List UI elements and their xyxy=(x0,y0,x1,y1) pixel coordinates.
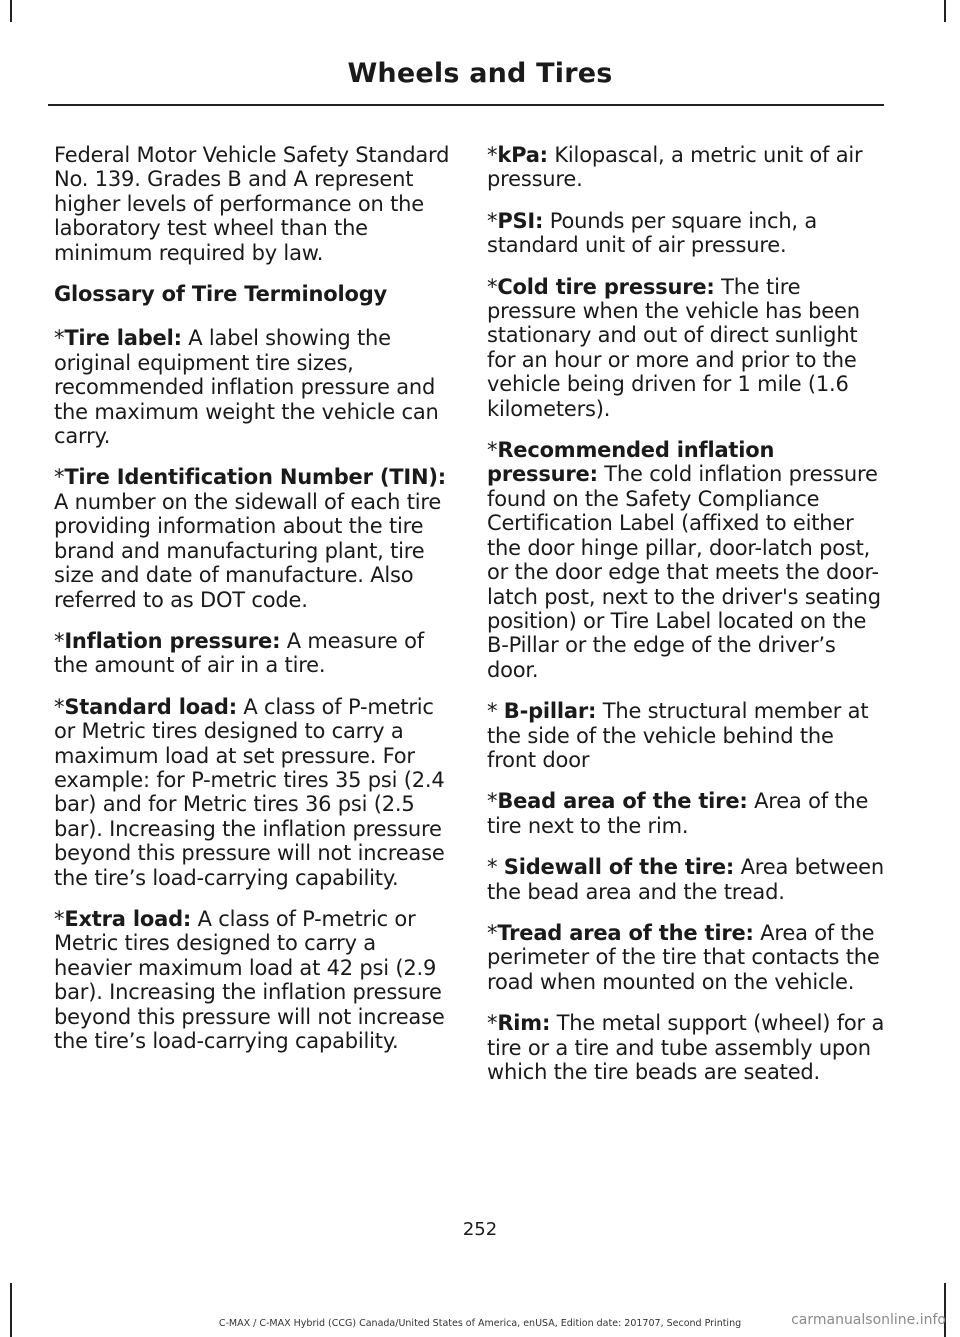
glossary-definition: Area between the bead area and the tread. xyxy=(487,855,884,904)
entry-asterisk: * xyxy=(487,920,498,945)
entry-asterisk: * xyxy=(487,143,498,167)
glossary-entry xyxy=(54,629,454,678)
glossary-definition: A label showing the original equipment tire sizes, recommended inflation pressure and the maximum weight the vehicle can carry. xyxy=(54,326,439,449)
glossary-definition: Area of the tire next to the rim. xyxy=(487,789,869,838)
glossary-term: Rim: xyxy=(497,1011,551,1036)
glossary-entry xyxy=(487,143,887,192)
entry-asterisk: * xyxy=(487,699,504,724)
glossary-definition: The metal support (wheel) for a tire or a tire and tube assembly upon which the tire beads are seated. xyxy=(487,1011,885,1084)
glossary-term: Tire Identification Number (TIN): xyxy=(64,465,446,490)
glossary-definition: A number on the sidewall of each tire providing information about the tire brand and manufacturing plant, tire size and date of manufacture. Also referred to as DOT code. xyxy=(54,489,442,612)
crop-mark-top-left xyxy=(10,0,12,22)
glossary-term: PSI: xyxy=(497,208,544,233)
right-glossary-entries xyxy=(487,143,887,1084)
entry-asterisk: * xyxy=(487,1011,498,1036)
entry-asterisk: * xyxy=(54,326,65,351)
entry-asterisk: * xyxy=(487,208,498,233)
glossary-term: Cold tire pressure: xyxy=(497,274,715,299)
glossary-term: Extra load: xyxy=(64,906,192,931)
glossary-entry xyxy=(487,699,887,772)
glossary-term: Sidewall of the tire: xyxy=(503,855,735,880)
glossary-term: kPa: xyxy=(497,143,548,167)
entry-asterisk: * xyxy=(487,855,504,880)
glossary-definition: Area of the perimeter of the tire that contacts the road when mounted on the vehicle. xyxy=(487,920,880,994)
glossary-heading: Glossary of Tire Terminology xyxy=(54,282,388,307)
glossary-entry xyxy=(54,695,454,890)
left-column xyxy=(54,143,454,1070)
glossary-term: Bead area of the tire: xyxy=(497,789,748,814)
glossary-term: B-pillar: xyxy=(503,699,597,724)
glossary-term: Tread area of the tire: xyxy=(497,920,754,945)
page-title: Wheels and Tires xyxy=(347,58,613,89)
glossary-term: Recommended inflation pressure: xyxy=(487,438,775,487)
entry-asterisk: * xyxy=(54,694,65,719)
glossary-entry xyxy=(54,326,454,448)
glossary-definition: A class of P-metric or Metric tires designed to carry a maximum load at set pressure. For example: for P-metric tires 35 psi (2.4 bar) and for Metric tires 36 psi (2.5 bar). Increasing the inflation pressure beyond this pressure will not increase the tire’s load-carrying capability. xyxy=(54,694,445,890)
glossary-entry xyxy=(487,855,887,904)
entry-asterisk: * xyxy=(54,906,65,931)
glossary-term: Inflation pressure: xyxy=(64,628,281,653)
glossary-term: Tire label: xyxy=(64,326,182,351)
glossary-entry xyxy=(54,465,454,611)
intro-paragraph: Federal Motor Vehicle Safety Standard No. 139. Grades B and A represent higher levels of performance on the laboratory test wheel than the minimum required by law. xyxy=(54,143,450,265)
entry-asterisk: * xyxy=(487,438,498,463)
glossary-definition: The tire pressure when the vehicle has been stationary and out of direct sunlight for an hour or more and prior to the vehicle being driven for 1 mile (1.6 kilometers). xyxy=(487,274,860,421)
glossary-entry xyxy=(487,438,887,682)
glossary-definition: A measure of the amount of air in a tire. xyxy=(54,628,424,678)
entry-asterisk: * xyxy=(487,789,498,814)
glossary-definition: A class of P-metric or Metric tires designed to carry a heavier maximum load at 42 psi (2.9 bar). Increasing the inflation pressure beyond this pressure will not increase the tire’s load-carrying capability. xyxy=(54,906,445,1053)
glossary-entry xyxy=(54,907,454,1053)
entry-asterisk: * xyxy=(487,274,498,299)
glossary-definition: The cold inflation pressure found on the Safety Compliance Certification Label (affixed to either the door hinge pillar, door-latch post, or the door edge that meets the door-latch post, next to the driver's seating position) or Tire Label located on the B-Pillar or the edge of the driver’s door. xyxy=(487,462,881,682)
left-glossary-entries xyxy=(54,326,454,1053)
page-number: 252 xyxy=(462,1219,498,1240)
glossary-term: Standard load: xyxy=(64,694,237,719)
glossary-definition: Pounds per square inch, a standard unit of air pressure. xyxy=(487,208,818,258)
glossary-entry xyxy=(487,209,887,258)
crop-mark-top-right xyxy=(944,0,946,22)
glossary-entry xyxy=(487,275,887,421)
glossary-entry xyxy=(487,921,887,994)
glossary-entry xyxy=(487,1011,887,1084)
glossary-definition: Kilopascal, a metric unit of air pressure. xyxy=(487,143,863,192)
glossary-definition: The structural member at the side of the vehicle behind the front door xyxy=(487,699,869,772)
entry-asterisk: * xyxy=(54,465,65,490)
entry-asterisk: * xyxy=(54,628,65,653)
edition-footer: C-MAX / C-MAX Hybrid (CCG) Canada/United States of America, enUSA, Edition date: 201707, Second Printing xyxy=(218,1318,742,1329)
right-column xyxy=(487,143,887,1101)
header-divider xyxy=(48,104,884,106)
watermark-logo: carmanualsonline.info xyxy=(791,1312,946,1328)
glossary-entry xyxy=(487,789,887,838)
